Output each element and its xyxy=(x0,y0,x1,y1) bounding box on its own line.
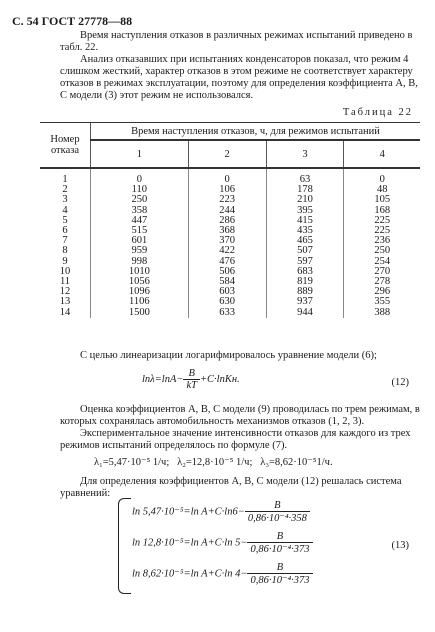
failure-time-cell: 286 xyxy=(188,216,266,226)
group-header: Время наступления отказов, ч, для режимов испытаний xyxy=(91,123,421,141)
failure-time-cell: 601 xyxy=(91,236,189,246)
failure-time-cell: 515 xyxy=(91,226,189,236)
failure-time-cell: 110 xyxy=(91,185,189,195)
estimation-paragraph: Оценка коэффициентов А, В, С модели (9) проводилась по трем режимам, в которых сохранялась автомобильность механизмов отказов (1, 2, 3). xyxy=(60,404,420,427)
failure-number-cell: 3 xyxy=(62,194,68,206)
table-body xyxy=(40,168,420,318)
failure-number-cell: 14 xyxy=(59,306,71,318)
failure-time-cell: 507 xyxy=(266,246,344,256)
failure-time-cell: 236 xyxy=(344,236,420,246)
equation-13-system xyxy=(132,500,352,593)
failure-time-cell: 244 xyxy=(188,206,266,216)
failure-time-cell: 270 xyxy=(344,267,420,277)
failure-number-cell: 12 xyxy=(59,286,71,298)
analysis-paragraph: Анализ отказавших при испытаниях конденсаторов показал, что режим 4 слишком жесткий, характер отказов в этом режиме не соответствует характеру отказов в режимах эксплуатации, поэтому для определения коэффициента А, В, С модели (3) этот режим не использовался. xyxy=(60,54,418,101)
failure-time-cell: 168 xyxy=(344,206,420,216)
equation-13-number: (13) xyxy=(391,540,409,551)
failure-time-cell: 447 xyxy=(91,216,189,226)
failure-time-table xyxy=(40,122,420,318)
eq13-denominator: 0,86·10⁻⁴·373 xyxy=(250,544,310,555)
eq12-numerator: B xyxy=(183,368,200,380)
failure-time-cell: 937 xyxy=(266,297,344,307)
failure-number-cell: 9 xyxy=(62,255,68,267)
failure-number-cell: 6 xyxy=(62,225,68,237)
failure-time-cell: 223 xyxy=(188,195,266,205)
eq13-numerator: B xyxy=(245,500,310,512)
lambda-1: λ₁=5,47·10⁻⁵ 1/ч; xyxy=(94,457,170,468)
failure-time-cell: 370 xyxy=(188,236,266,246)
eq13-lhs: ln 5,47·10⁻⁵=ln A+C·ln6− xyxy=(132,506,245,518)
equation-13-line xyxy=(132,500,352,531)
equation-13-line xyxy=(132,531,352,562)
failure-time-cell: 0 xyxy=(188,168,266,185)
failure-time-cell: 225 xyxy=(344,226,420,236)
failure-time-cell: 0 xyxy=(344,168,420,185)
failure-time-cell: 476 xyxy=(188,257,266,267)
failure-time-cell: 683 xyxy=(266,267,344,277)
failure-number-cell: 1 xyxy=(62,174,68,185)
failure-time-cell: 63 xyxy=(266,168,344,185)
linearization-paragraph: С целью линеаризации логарифмировалось уравнение модели (6); xyxy=(80,350,377,361)
failure-time-cell: 1106 xyxy=(91,297,189,307)
failure-time-cell: 819 xyxy=(266,277,344,287)
equation-12 xyxy=(142,368,240,391)
failure-time-cell: 225 xyxy=(344,216,420,226)
failure-time-cell: 250 xyxy=(344,246,420,256)
eq13-numerator: B xyxy=(247,562,312,574)
failure-time-cell: 415 xyxy=(266,216,344,226)
failure-time-cell: 296 xyxy=(344,287,420,297)
eq13-denominator: 0,86·10⁻⁴·358 xyxy=(247,513,307,524)
failure-time-cell: 1010 xyxy=(91,267,189,277)
table-caption: Таблица 22 xyxy=(342,107,413,118)
equation-13-line xyxy=(132,562,352,593)
experimental-paragraph: Экспериментальное значение интенсивности отказов для каждого из трех режимов испытаний определялось по формуле (7). xyxy=(60,428,411,451)
failure-time-cell: 422 xyxy=(188,246,266,256)
failure-time-cell: 998 xyxy=(91,257,189,267)
failure-number-cell: 5 xyxy=(62,214,68,226)
table-row xyxy=(40,308,420,318)
failure-time-cell: 358 xyxy=(91,206,189,216)
failure-number-cell: 8 xyxy=(62,245,68,257)
failure-time-cell: 106 xyxy=(188,185,266,195)
failure-time-cell: 959 xyxy=(91,246,189,256)
failure-time-cell: 506 xyxy=(188,267,266,277)
failure-time-cell: 388 xyxy=(344,308,420,318)
column-header: 1 xyxy=(91,140,189,168)
intro-paragraph: Время наступления отказов в различных режимах испытаний приведено в табл. 22. xyxy=(60,30,413,53)
failure-time-cell: 630 xyxy=(188,297,266,307)
failure-number-cell: 10 xyxy=(59,265,71,277)
failure-time-cell: 465 xyxy=(266,236,344,246)
failure-time-cell: 889 xyxy=(266,287,344,297)
failure-number-cell: 7 xyxy=(62,235,68,247)
system-brace xyxy=(118,498,131,594)
system-paragraph: Для определения коэффициентов А, В, С модели (12) решалась система уравнений: xyxy=(60,476,402,499)
failure-time-cell: 435 xyxy=(266,226,344,236)
table-row xyxy=(40,168,420,185)
failure-time-cell: 250 xyxy=(91,195,189,205)
failure-number-cell: 2 xyxy=(62,184,68,196)
failure-number-cell: 13 xyxy=(59,296,71,308)
eq13-denominator: 0,86·10⁻⁴·373 xyxy=(250,575,310,586)
lambda-3: λ₃=8,62·10⁻⁵1/ч. xyxy=(260,457,333,468)
failure-time-cell: 603 xyxy=(188,287,266,297)
failure-time-cell: 210 xyxy=(266,195,344,205)
eq13-lhs: ln 8,62·10⁻⁵=ln A+C·ln 4− xyxy=(132,568,248,580)
eq12-denominator: kT xyxy=(186,380,197,391)
failure-time-cell: 633 xyxy=(188,308,266,318)
failure-time-cell: 105 xyxy=(344,195,420,205)
failure-time-cell: 278 xyxy=(344,277,420,287)
column-header: 2 xyxy=(188,140,266,168)
failure-number-cell: 11 xyxy=(59,276,71,288)
eq13-numerator: B xyxy=(247,531,312,543)
failure-time-cell: 355 xyxy=(344,297,420,307)
column-header: 3 xyxy=(266,140,344,168)
failure-time-cell: 1500 xyxy=(91,308,189,318)
failure-time-cell: 395 xyxy=(266,206,344,216)
failure-time-cell: 584 xyxy=(188,277,266,287)
eq13-lhs: ln 12,8·10⁻⁵=ln A+C·ln 5− xyxy=(132,537,248,549)
failure-time-cell: 254 xyxy=(344,257,420,267)
row-number-header: Номер отказа xyxy=(40,123,91,169)
failure-time-cell: 944 xyxy=(266,308,344,318)
lambda-values xyxy=(94,456,333,468)
failure-time-cell: 1056 xyxy=(91,277,189,287)
eq12-lhs: lnλ=lnA− xyxy=(142,373,184,385)
equation-12-number: (12) xyxy=(391,377,409,388)
failure-time-cell: 48 xyxy=(344,185,420,195)
failure-time-cell: 368 xyxy=(188,226,266,236)
failure-number-cell: 4 xyxy=(62,204,68,216)
failure-time-cell: 1096 xyxy=(91,287,189,297)
failure-time-cell: 178 xyxy=(266,185,344,195)
failure-time-cell: 597 xyxy=(266,257,344,267)
page-header: С. 54 ГОСТ 27778—88 xyxy=(12,14,133,28)
failure-time-cell: 0 xyxy=(91,168,189,185)
eq12-rhs: +C·lnKн. xyxy=(199,373,240,385)
lambda-2: λ₂=12,8·10⁻⁵ 1/ч; xyxy=(177,457,253,468)
column-header: 4 xyxy=(344,140,420,168)
